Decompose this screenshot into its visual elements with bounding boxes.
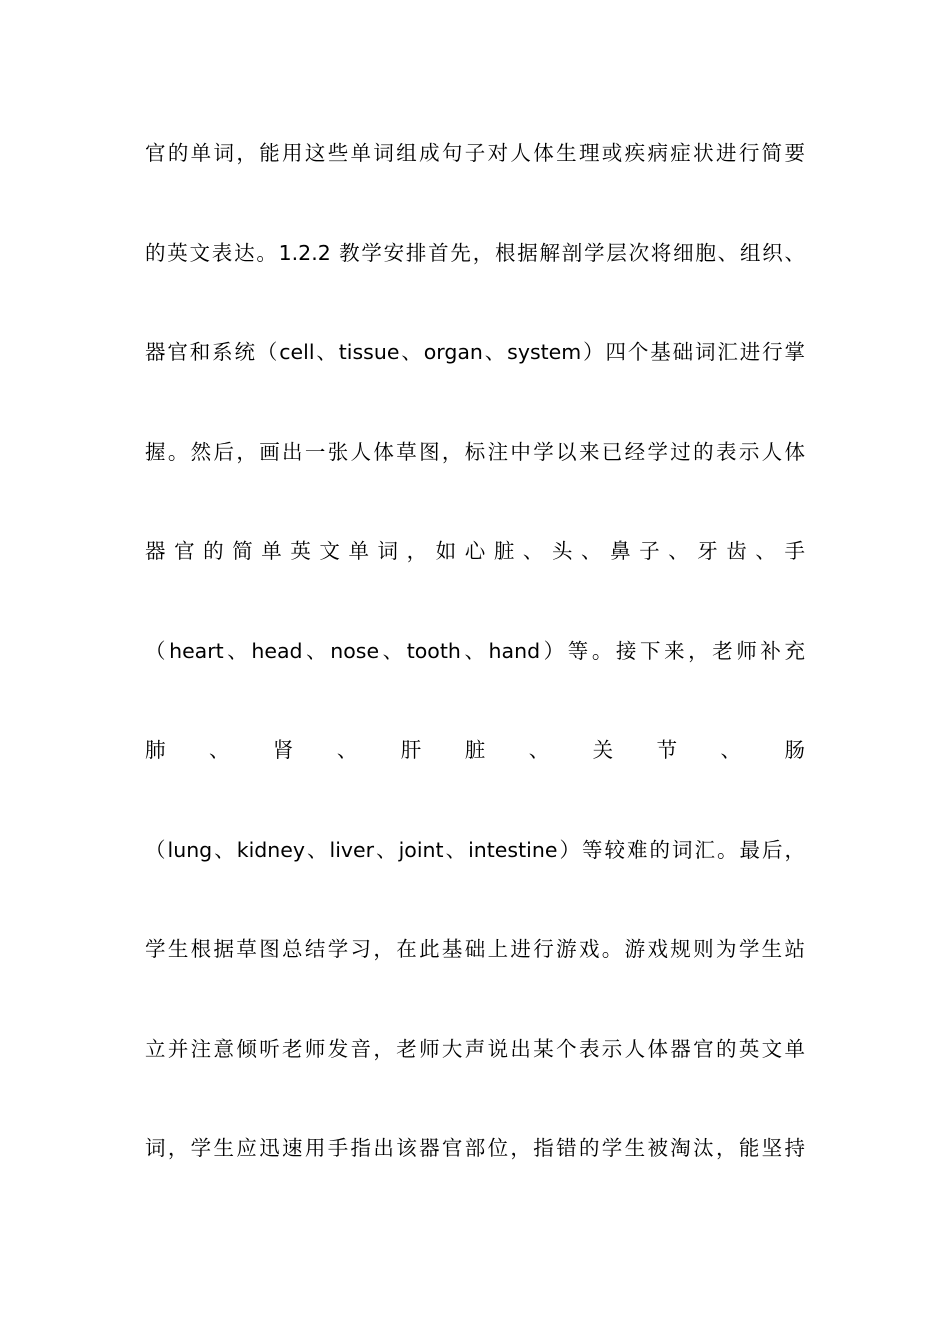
text-line-8: （lung、kidney、liver、joint、intestine）等较难的词汇。最后， [145, 837, 805, 862]
text-line-11: 词，学生应迅速用手指出该器官部位，指错的学生被淘汰，能坚持 [145, 1136, 805, 1160]
text-line-9: 学生根据草图总结学习，在此基础上进行游戏。游戏规则为学生站 [145, 937, 805, 961]
text-line-4: 握。然后，画出一张人体草图，标注中学以来已经学过的表示人体 [145, 439, 805, 464]
text-line-6: （heart、head、nose、tooth、hand）等。接下来，老师补充 [145, 638, 805, 663]
text-line-1: 官的单词，能用这些单词组成句子对人体生理或疾病症状进行简要 [145, 141, 805, 165]
text-line-3: 器官和系统（cell、tissue、organ、system）四个基础词汇进行掌 [145, 340, 805, 364]
body-text [145, 128, 805, 1223]
text-line-2: 的英文表达。1.2.2 教学安排首先，根据解剖学层次将细胞、组织、 [145, 240, 805, 265]
text-line-7: 肺 、 肾 、 肝 脏 、 关 节 、 肠 [145, 738, 805, 762]
text-line-5: 器官的简单英文单词，如心脏、头、鼻子、牙齿、手 [145, 539, 805, 563]
text-line-10: 立并注意倾听老师发音，老师大声说出某个表示人体器官的英文单 [145, 1036, 805, 1061]
